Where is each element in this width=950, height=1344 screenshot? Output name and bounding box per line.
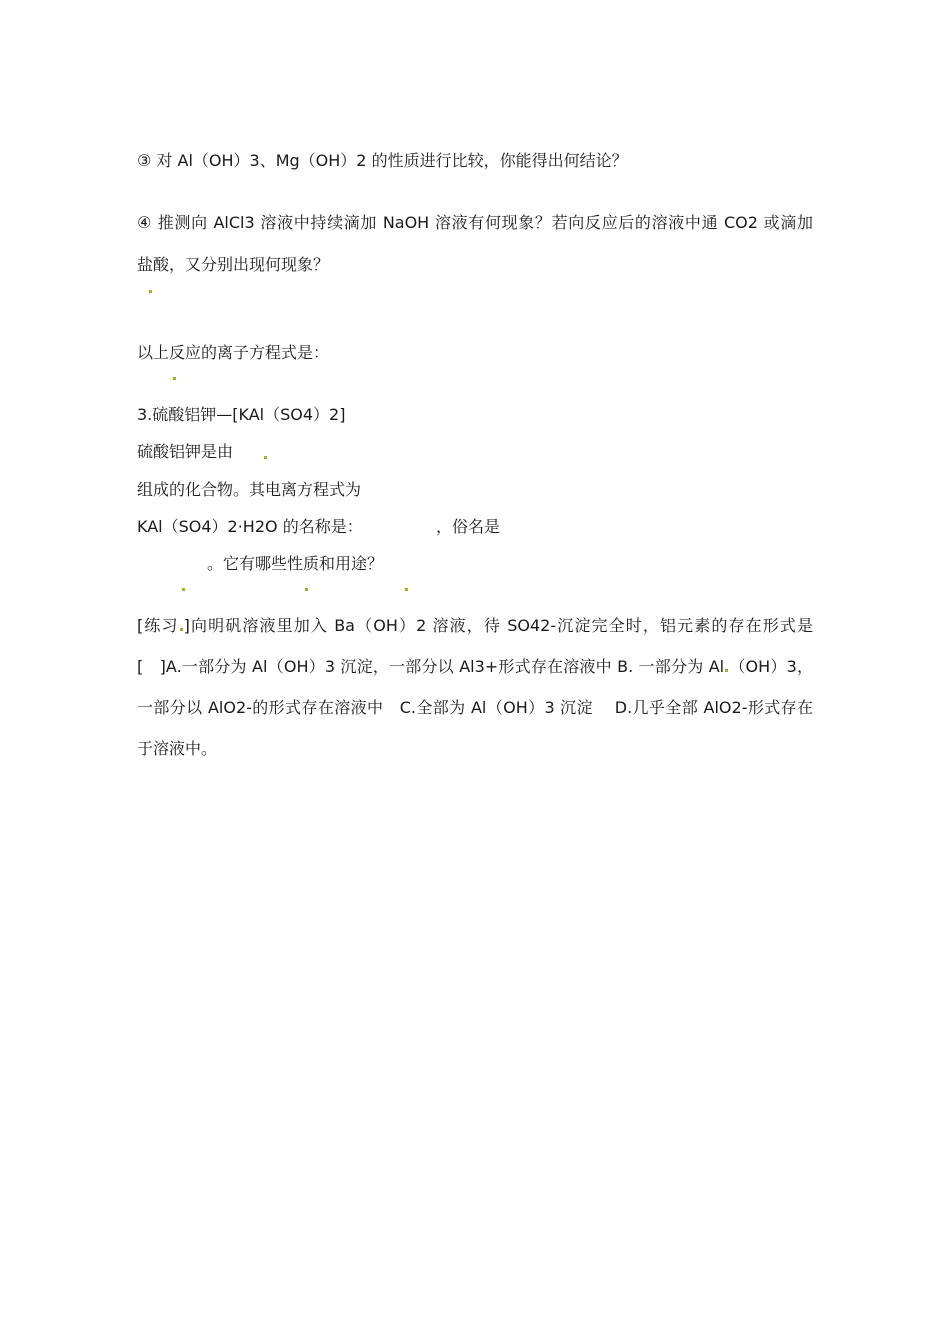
uses-line: 。它有哪些性质和用途？: [207, 554, 384, 573]
section-3-heading: 3.硫酸铝钾—[KAl（SO4）2]: [137, 405, 346, 424]
name-line-common: ，俗名是: [436, 517, 501, 536]
question-4-line-2: 盐酸，又分别出现何现象？: [137, 255, 330, 274]
option-b-tail: （OH）3，: [729, 657, 813, 676]
exercise-line-1: [137, 615, 813, 637]
mark-dot: [305, 588, 308, 591]
exercise-line-4: 于溶液中。: [137, 739, 218, 758]
exercise-line-3: 一部分以 AlO2-的形式存在溶液中 C.全部为 Al（OH）3 沉淀 D.几乎全部 AlO2-形式存在: [137, 698, 813, 717]
ionic-equation-prompt: 以上反应的离子方程式是：: [137, 343, 330, 362]
name-line-label: KAl（SO4）2·H2O 的名称是：: [137, 517, 363, 536]
question-3: ③ 对 Al（OH）3、Mg（OH）2 的性质进行比较，你能得出何结论？: [137, 151, 628, 170]
question-4-line-1: ④ 推测向 AlCl3 溶液中持续滴加 NaOH 溶液有何现象？若向反应后的溶液中通 CO2 或滴加: [137, 213, 813, 232]
exercise-question: ]向明矾溶液里加入 Ba（OH）2 溶液，待 SO42-沉淀完全时，铝元素的存在形式是: [183, 616, 813, 635]
made-of-line: 硫酸铝钾是由: [137, 442, 234, 461]
exercise-line-2: [137, 656, 813, 678]
mark-dot: [725, 669, 728, 672]
mark-dot: [405, 588, 408, 591]
mark-dot: [149, 290, 152, 293]
mark-dot: [173, 377, 176, 380]
option-a-b: [ ]A.一部分为 Al（OH）3 沉淀，一部分以 Al3+形式存在溶液中 B. 一部分为 Al: [137, 657, 725, 676]
composition-line: 组成的化合物。其电离方程式为: [137, 480, 362, 499]
mark-dot: [182, 588, 185, 591]
mark-dot: [264, 456, 267, 459]
mark-dot: [180, 628, 183, 631]
exercise-bracket-open: [练习: [137, 616, 179, 635]
